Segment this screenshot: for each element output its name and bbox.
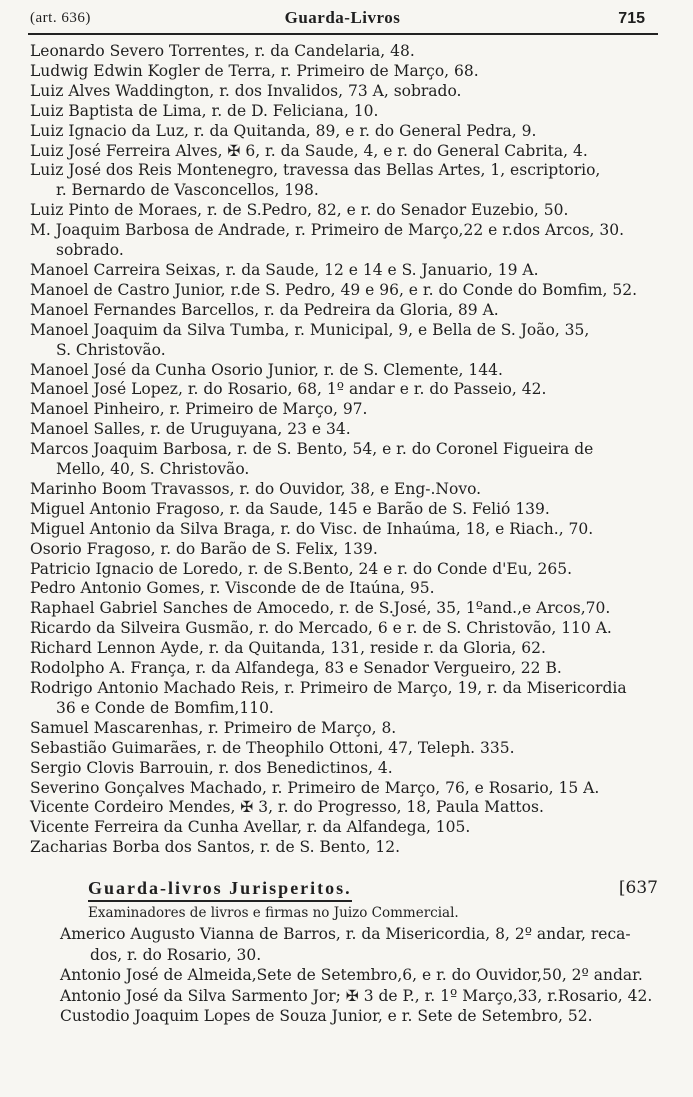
entry-text: Sergio Clovis Barrouin, r. dos Benedictinos, 4. [30, 758, 393, 777]
list-item [30, 739, 670, 759]
list-item [30, 440, 670, 480]
entry-text: Manoel Fernandes Barcellos, r. da Pedreira da Gloria, 89 A. [30, 300, 499, 319]
section-title: Guarda-livros Jurisperitos. [88, 878, 352, 902]
entry-text: Marinho Boom Travassos, r. do Ouvidor, 38, e Eng-.Novo. [30, 479, 482, 498]
list-item [60, 924, 690, 965]
list-item [30, 161, 670, 201]
list-item [30, 261, 670, 281]
entry-continuation: sobrado. [56, 241, 124, 260]
list-item [30, 480, 670, 500]
entry-text: Luiz Baptista de Lima, r. de D. Feliciana, 10. [30, 101, 379, 120]
entry-text: Rodrigo Antonio Machado Reis, r. Primeiro de Março, 19, r. da Misericordia [30, 679, 627, 697]
list-item [30, 520, 670, 540]
jurisperitos-list [60, 924, 690, 1027]
entry-text: Manoel Salles, r. de Uruguyana, 23 e 34. [30, 420, 351, 439]
list-item [30, 599, 670, 619]
list-item [30, 719, 670, 739]
section-heading [88, 878, 678, 904]
page-title: Guarda-Livros [284, 8, 401, 27]
entry-text: Sebastião Guimarães, r. de Theophilo Ottoni, 47, Teleph. 335. [30, 738, 515, 757]
list-item [30, 82, 670, 102]
entry-text: Miguel Antonio Fragoso, r. da Saude, 145 e Barão de S. Felió 139. [30, 499, 550, 518]
entry-continuation: S. Christovão. [56, 340, 166, 359]
entry-text: Vicente Cordeiro Mendes, ✠ 3, r. do Progresso, 18, Paula Mattos. [30, 798, 544, 817]
entry-continuation: 36 e Conde de Bomfim,110. [56, 698, 274, 717]
list-item [30, 560, 670, 580]
entry-text: Antonio José da Silva Sarmento Jor; ✠ 3 de P., r. 1º Março,33, r.Rosario, 42. [60, 986, 653, 1005]
list-item [30, 759, 670, 779]
entry-text: Americo Augusto Vianna de Barros, r. da Misericordia, 8, 2º andar, reca- [60, 925, 631, 943]
list-item [30, 500, 670, 520]
entry-text: Manoel Carreira Seixas, r. da Saude, 12 e 14 e S. Januario, 19 A. [30, 260, 539, 279]
list-item [30, 579, 670, 599]
list-item [30, 301, 670, 321]
list-item [30, 281, 670, 301]
entry-text: Samuel Mascarenhas, r. Primeiro de Março, 8. [30, 718, 397, 737]
running-head [30, 8, 655, 32]
entry-text: M. Joaquim Barbosa de Andrade, r. Primeiro de Março,22 e r.dos Arcos, 30. [30, 221, 625, 240]
entry-text: Manoel José da Cunha Osorio Junior, r. de S. Clemente, 144. [30, 360, 503, 379]
list-item [30, 400, 670, 420]
list-item [30, 62, 670, 82]
list-item [30, 540, 670, 560]
entry-text: Manoel de Castro Junior, r.de S. Pedro, 49 e 96, e r. do Conde do Bomfim, 52. [30, 280, 637, 299]
entry-text: Rodolpho A. França, r. da Alfandega, 83 e Senador Vergueiro, 22 B. [30, 659, 562, 678]
list-item [30, 818, 670, 838]
list-item [30, 321, 670, 361]
entry-text: Zacharias Borba dos Santos, r. de S. Bento, 12. [30, 838, 401, 857]
entry-text: Vicente Ferreira da Cunha Avellar, r. da Alfandega, 105. [30, 818, 471, 837]
entry-text: Leonardo Severo Torrentes, r. da Candelaria, 48. [30, 42, 415, 60]
entry-continuation: r. Bernardo de Vasconcellos, 198. [56, 181, 319, 200]
list-item [60, 965, 690, 986]
list-item [30, 122, 670, 142]
entry-text: Manoel José Lopez, r. do Rosario, 68, 1º andar e r. do Passeio, 42. [30, 380, 547, 399]
list-item [60, 1006, 690, 1027]
entry-text: Ricardo da Silveira Gusmão, r. do Mercado, 6 e r. de S. Christovão, 110 A. [30, 619, 612, 638]
entry-text: Luiz José dos Reis Montenegro, travessa das Bellas Artes, 1, escriptorio, [30, 161, 601, 180]
entry-text: Luiz Pinto de Moraes, r. de S.Pedro, 82, e r. do Senador Euzebio, 50. [30, 201, 569, 220]
list-item [30, 838, 670, 858]
header-rule [28, 33, 658, 35]
entry-text: Ludwig Edwin Kogler de Terra, r. Primeiro de Março, 68. [30, 61, 479, 80]
entry-text: Marcos Joaquim Barbosa, r. de S. Bento, 54, e r. do Coronel Figueira de [30, 440, 594, 459]
list-item [30, 201, 670, 221]
entry-text: Severino Gonçalves Machado, r. Primeiro de Março, 76, e Rosario, 15 A. [30, 778, 600, 797]
list-item [30, 42, 670, 62]
list-item [30, 779, 670, 799]
list-item [30, 798, 670, 818]
list-item [60, 986, 690, 1007]
list-item [30, 639, 670, 659]
entry-text: Manoel Pinheiro, r. Primeiro de Março, 97. [30, 400, 368, 419]
list-item [30, 361, 670, 381]
list-item [30, 679, 670, 719]
page-number: 715 [618, 10, 645, 27]
entry-text: Luiz Ignacio da Luz, r. da Quitanda, 89, e r. do General Pedra, 9. [30, 121, 537, 140]
entry-text: Raphael Gabriel Sanches de Amocedo, r. de S.José, 35, 1ºand.,e Arcos,70. [30, 599, 611, 618]
list-item [30, 659, 670, 679]
entry-text: Custodio Joaquim Lopes de Souza Junior, e r. Sete de Setembro, 52. [60, 1007, 593, 1025]
list-item [30, 380, 670, 400]
entry-text: Osorio Fragoso, r. do Barão de S. Felix, 139. [30, 539, 378, 558]
list-item [30, 420, 670, 440]
list-item [30, 221, 670, 261]
entry-text: Patricio Ignacio de Loredo, r. de S.Bento, 24 e r. do Conde d'Eu, 265. [30, 559, 573, 578]
list-item [30, 142, 670, 162]
section-number: [637 [618, 878, 658, 898]
entry-text: Miguel Antonio da Silva Braga, r. do Visc. de Inhaúma, 18, e Riach., 70. [30, 519, 594, 538]
entry-text: Antonio José de Almeida,Sete de Setembro,6, e r. do Ouvidor,50, 2º andar. [60, 966, 643, 984]
entry-continuation: Mello, 40, S. Christovão. [56, 460, 250, 479]
entry-list [30, 42, 670, 858]
entry-text: Manoel Joaquim da Silva Tumba, r. Municipal, 9, e Bella de S. João, 35, [30, 320, 590, 339]
entry-text: Luiz José Ferreira Alves, ✠ 6, r. da Saude, 4, e r. do General Cabrita, 4. [30, 141, 588, 160]
entry-continuation: dos, r. do Rosario, 30. [90, 945, 262, 964]
entry-text: Pedro Antonio Gomes, r. Visconde de de Itaúna, 95. [30, 579, 435, 598]
list-item [30, 619, 670, 639]
entry-text: Luiz Alves Waddington, r. dos Invalidos, 73 A, sobrado. [30, 81, 462, 100]
entry-text: Richard Lennon Ayde, r. da Quitanda, 131, reside r. da Gloria, 62. [30, 639, 546, 658]
section-subtitle: Examinadores de livros e firmas no Juizo Commercial. [88, 905, 459, 921]
list-item [30, 102, 670, 122]
article-range: (art. 636) [30, 10, 91, 26]
